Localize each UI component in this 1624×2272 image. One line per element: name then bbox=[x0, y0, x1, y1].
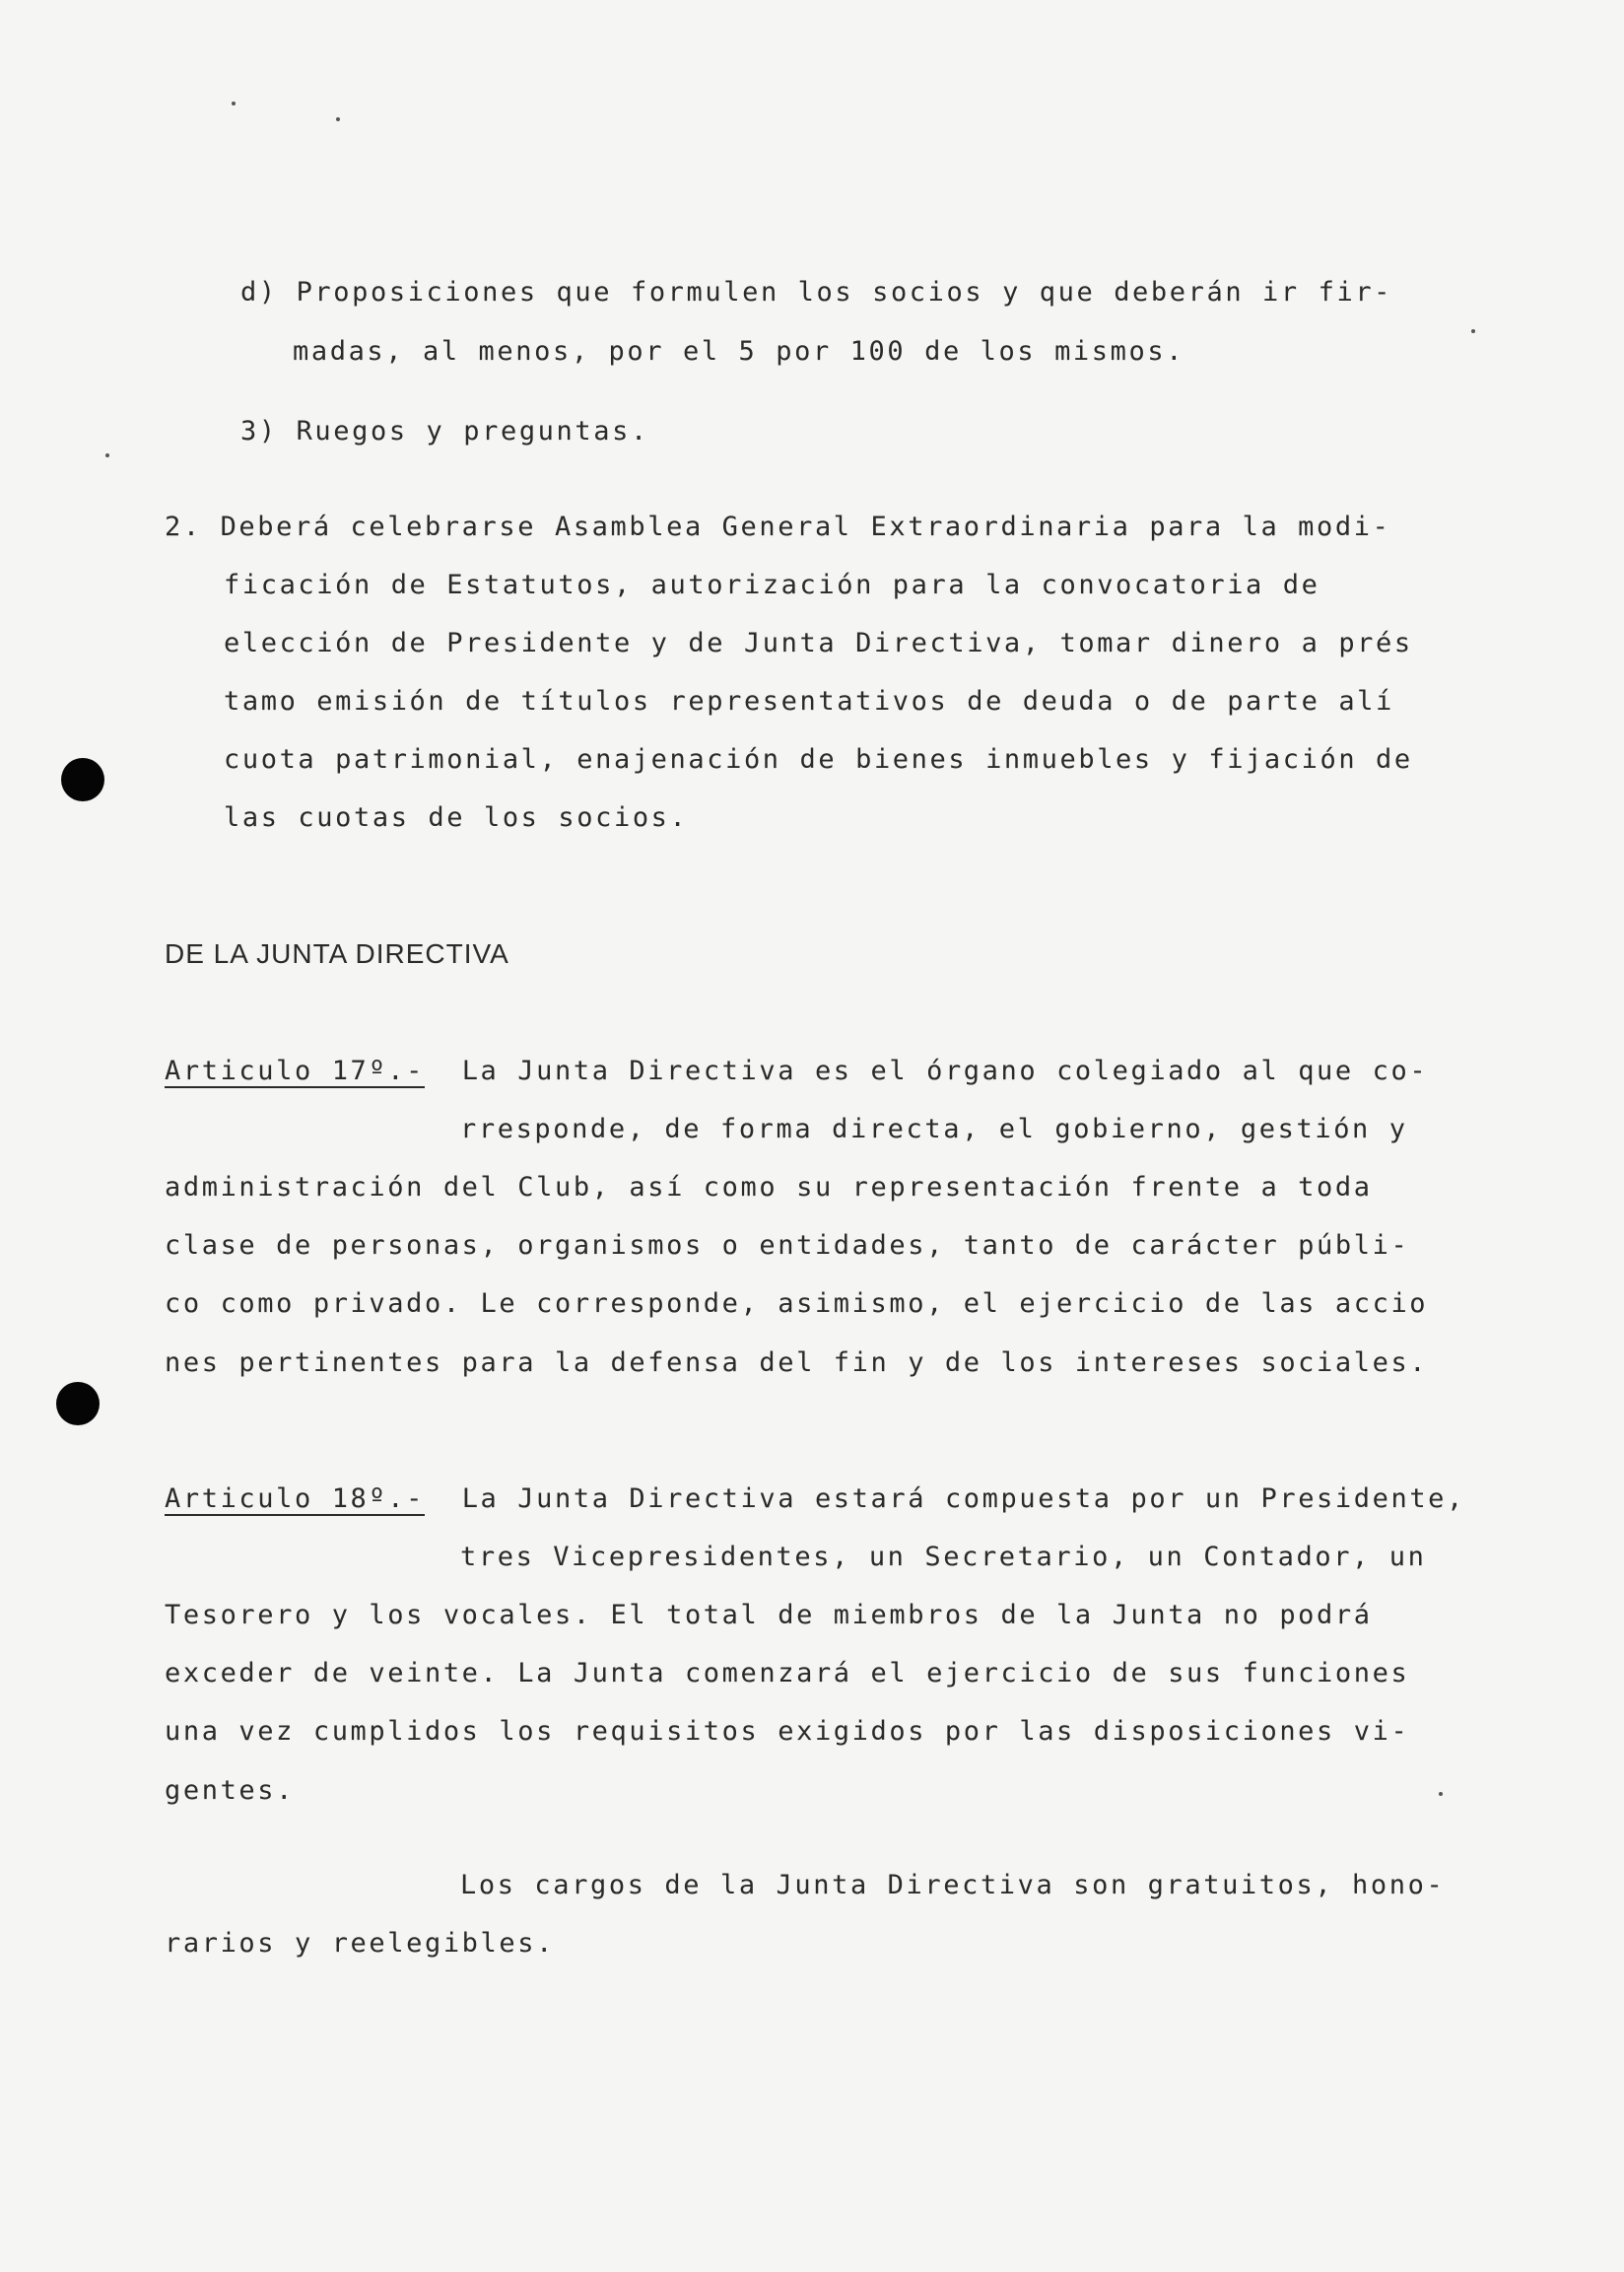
article-18-line: una vez cumplidos los requisitos exigidos por las disposiciones vi- bbox=[165, 1716, 1410, 1747]
article-17-line: co como privado. Le corresponde, asimismo, el ejercicio de las accio bbox=[165, 1288, 1429, 1319]
article-17-label: Articulo 17º.- bbox=[165, 1056, 425, 1086]
article-18-label: Articulo 18º.- bbox=[165, 1483, 425, 1514]
article-18-first-line bbox=[165, 1482, 1465, 1516]
speck-mark bbox=[105, 453, 109, 457]
punch-hole-bottom bbox=[56, 1382, 100, 1425]
article-18-line: tres Vicepresidentes, un Secretario, un Contador, un bbox=[460, 1542, 1427, 1572]
paragraph-2-line: elección de Presidente y de Junta Directiva, tomar dinero a prés bbox=[224, 628, 1413, 658]
article-17-intro: La Junta Directiva es el órgano colegiado al que co- bbox=[461, 1056, 1429, 1086]
article-17-line: rresponde, de forma directa, el gobierno, gestión y bbox=[460, 1114, 1408, 1144]
speck-mark bbox=[232, 102, 236, 105]
article-18-extra-line: Los cargos de la Junta Directiva son gratuitos, hono- bbox=[460, 1870, 1446, 1900]
article-18-extra-line: rarios y reelegibles. bbox=[165, 1928, 555, 1959]
speck-mark bbox=[336, 117, 340, 121]
paragraph-2-line: ficación de Estatutos, autorización para la convocatoria de bbox=[224, 570, 1320, 600]
article-17-line: clase de personas, organismos o entidades, tanto de carácter públi- bbox=[165, 1230, 1410, 1261]
paragraph-2-line: 2. Deberá celebrarse Asamblea General Extraordinaria para la modi- bbox=[165, 512, 1391, 542]
speck-mark bbox=[1471, 329, 1475, 333]
paragraph-2-line: las cuotas de los socios. bbox=[224, 802, 689, 833]
punch-hole-top bbox=[61, 758, 104, 801]
list-item-d-continuation: madas, al menos, por el 5 por 100 de los mismos. bbox=[293, 336, 1185, 367]
section-heading: DE LA JUNTA DIRECTIVA bbox=[165, 938, 509, 969]
article-17-first-line bbox=[165, 1055, 1428, 1088]
list-item-d: d) Proposiciones que formulen los socios y que deberán ir fir- bbox=[240, 277, 1393, 308]
paragraph-2-line: cuota patrimonial, enajenación de bienes inmuebles y fijación de bbox=[224, 744, 1413, 775]
article-18-line: exceder de veinte. La Junta comenzará el ejercicio de sus funciones bbox=[165, 1658, 1410, 1688]
article-17-line: nes pertinentes para la defensa del fin y de los intereses sociales. bbox=[165, 1347, 1429, 1378]
speck-mark bbox=[1439, 1792, 1443, 1796]
article-18-line: Tesorero y los vocales. El total de miembros de la Junta no podrá bbox=[165, 1600, 1373, 1630]
article-17-line: administración del Club, así como su representación frente a toda bbox=[165, 1172, 1373, 1203]
paragraph-2-line: tamo emisión de títulos representativos de deuda o de parte alí bbox=[224, 686, 1394, 717]
article-18-line: gentes. bbox=[165, 1775, 295, 1806]
article-18-intro: La Junta Directiva estará compuesta por un Presidente, bbox=[461, 1483, 1465, 1514]
list-item-3: 3) Ruegos y preguntas. bbox=[240, 416, 649, 447]
